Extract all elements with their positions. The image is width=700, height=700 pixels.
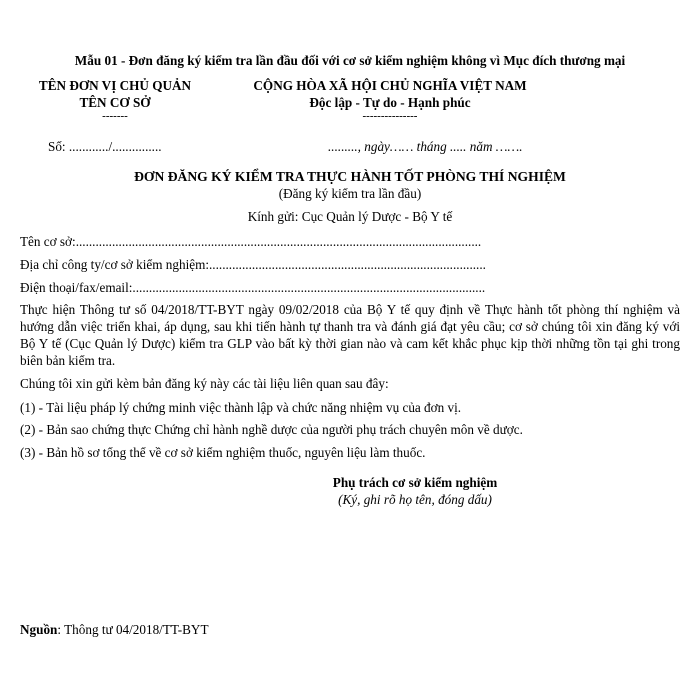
document-title: ĐƠN ĐĂNG KÝ KIỂM TRA THỰC HÀNH TỐT PHÒNG THÍ NGHIỆM [134,169,566,184]
facility-name-heading: TÊN CƠ SỞ [79,95,151,110]
signature-title: Phụ trách cơ sở kiểm nghiệm [332,475,498,490]
parent-unit-name: TÊN ĐƠN VỊ CHỦ QUẢN [38,78,192,93]
source-label: Nguồn [20,622,58,637]
attachment-item-1: (1) - Tài liệu pháp lý chứng minh việc thành lập và chức năng nhiệm vụ của đơn vị. [20,400,462,415]
document-date: ........., ngày…… tháng ..... năm ……. [328,139,523,154]
signature-note: (Ký, ghi rõ họ tên, đóng dấu) [338,492,492,507]
recipient-line: Kính gửi: Cục Quản lý Dược - Bộ Y tế [247,209,453,224]
source-line [20,621,209,638]
right-divider: --------------- [362,110,418,122]
body-paragraph: Thực hiện Thông tư số 04/2018/TT-BYT ngày 09/02/2018 của Bộ Y tế quy định về Thực hành tốt phòng thí nghiệm và hướng dẫn việc triển khai, áp dụng, sau khi tiến hành tự thanh tra và đánh giá đạt yêu cầu; cơ sở chúng tôi xin đăng ký với Bộ Y tế (Cục Quản lý Dược) kiểm tra GLP vào bất kỳ thời gian nào và cam kết khắc phục kịp thời những tồn tại ghi trong biên bản kiểm tra. [20,302,680,368]
document-subtitle: (Đăng ký kiểm tra lần đầu) [278,186,422,201]
national-motto: Độc lập - Tự do - Hạnh phúc [309,95,471,110]
attachment-item-3: (3) - Bản hồ sơ tổng thể về cơ sở kiểm nghiệm thuốc, nguyên liệu làm thuốc. [20,445,426,460]
left-divider: ------- [102,110,128,122]
national-title: CỘNG HÒA XÃ HỘI CHỦ NGHĨA VIỆT NAM [253,78,527,93]
address-field: Địa chỉ công ty/cơ sở kiểm nghiệm:.................................................................................... [20,257,486,272]
contact-field: Điện thoại/fax/email:........................................................................................................... [20,280,486,295]
form-title: Mẫu 01 - Đơn đăng ký kiểm tra lần đầu đối với cơ sở kiểm nghiệm không vì Mục đích thương mại [74,53,626,68]
document-number: Số: ............/............... [48,139,162,154]
facility-name-field: Tên cơ sở:........................................................................................................................... [20,234,482,249]
attachments-intro: Chúng tôi xin gửi kèm bản đăng ký này các tài liệu liên quan sau đây: [20,376,389,391]
source-text: : Thông tư 04/2018/TT-BYT [57,622,209,637]
attachment-item-2: (2) - Bản sao chứng thực Chứng chỉ hành nghề dược của người phụ trách chuyên môn về dược. [20,422,523,437]
